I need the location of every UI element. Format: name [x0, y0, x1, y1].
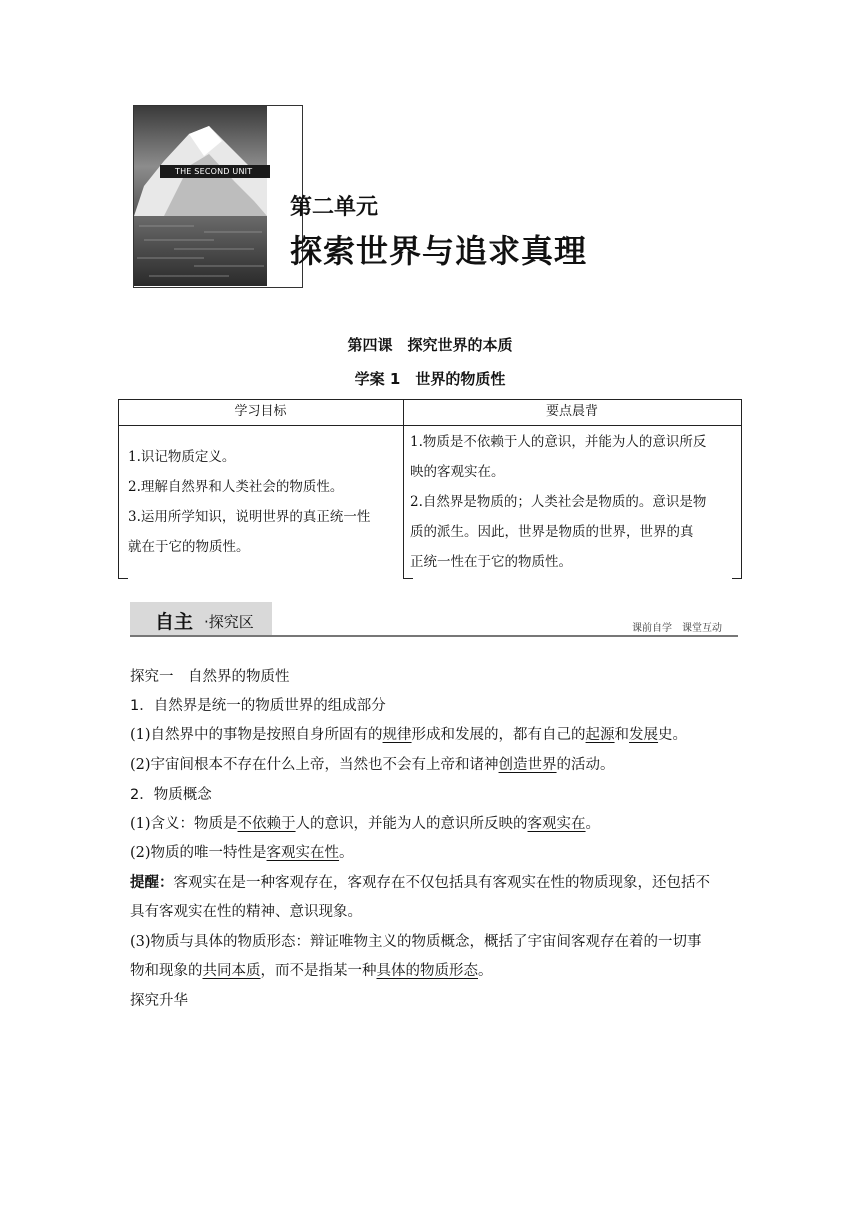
section-banner-tags: 课前自学 课堂互动 — [632, 623, 722, 634]
body-line: (1)自然界中的事物是按照自身所固有的规律形成和发展的，都有自己的起源和发展史。 — [130, 727, 688, 743]
blank-answer: 客观实在 — [527, 816, 586, 832]
reminder-label: 提醒： — [130, 875, 174, 891]
objectives-col1-header: 学习目标 — [234, 404, 287, 419]
cover-band-text: THE SECOND UNIT — [175, 167, 253, 176]
keypoint-line: 质的派生。因此，世界是物质的世界，世界的真 — [410, 524, 694, 540]
section-banner-subtitle: ·探究区 — [204, 613, 254, 631]
unit-label: 第二单元 — [290, 195, 379, 220]
blank-answer: 创造世界 — [498, 757, 557, 773]
body-line: (1)含义：物质是不依赖于人的意识，并能为人的意识所反映的客观实在。 — [130, 816, 601, 832]
body-line: 探究升华 — [130, 993, 188, 1009]
section-banner-rule — [130, 635, 738, 637]
keypoint-line: 映的客观实在。 — [410, 464, 505, 480]
section-banner-title: 自主 — [155, 611, 194, 633]
blank-answer: 客观实在性 — [266, 845, 340, 861]
objectives-col1 — [128, 442, 370, 562]
blank-answer: 共同本质 — [202, 963, 261, 979]
point-heading: 2．物质概念 — [130, 787, 212, 803]
objectives-col2 — [410, 427, 706, 577]
blank-answer: 具体的物质形态 — [376, 963, 478, 979]
blank-answer: 规律 — [382, 727, 412, 743]
body-line: 提醒：客观实在是一种客观存在，客观存在不仅包括具有客观实在性的物质现象，还包括不 — [130, 875, 710, 891]
objectives-col2-header: 要点晨背 — [545, 404, 598, 419]
point-heading: 1．自然界是统一的物质世界的组成部分 — [130, 698, 386, 714]
keypoint-line: 正统一性在于它的物质性。 — [410, 554, 572, 570]
body-line: (2)物质的唯一特性是客观实在性。 — [130, 845, 354, 861]
body-line: 具有客观实在性的精神、意识现象。 — [130, 904, 362, 920]
unit-title: 探索世界与追求真理 — [290, 232, 588, 270]
blank-answer: 不依赖于 — [237, 816, 296, 832]
lesson-title: 第四课 探究世界的本质 — [347, 336, 513, 354]
body-line: (3)物质与具体的物质形态：辩证唯物主义的物质概念，概括了宇宙间客观存在着的一切事 — [130, 934, 702, 950]
blank-answer: 起源 — [585, 727, 615, 743]
objective-line: 就在于它的物质性。 — [128, 539, 250, 555]
keypoint-line: 2.自然界是物质的；人类社会是物质的。意识是物 — [410, 494, 707, 510]
objective-line: 3.运用所学知识，说明世界的真正统一性 — [128, 509, 371, 525]
objective-line: 1.识记物质定义。 — [128, 449, 236, 465]
blank-answer: 发展 — [629, 727, 659, 743]
body-line: (2)宇宙间根本不存在什么上帝，当然也不会有上帝和诸神创造世界的活动。 — [130, 757, 615, 773]
section-heading: 探究一 自然界的物质性 — [130, 669, 290, 685]
body-line: 物和现象的共同本质，而不是指某一种具体的物质形态。 — [130, 963, 493, 979]
cover-iceberg-image — [134, 106, 267, 286]
keypoint-line: 1.物质是不依赖于人的意识，并能为人的意识所反 — [410, 434, 707, 450]
case-title: 学案 1 世界的物质性 — [354, 370, 506, 388]
objective-line: 2.理解自然界和人类社会的物质性。 — [128, 479, 344, 495]
